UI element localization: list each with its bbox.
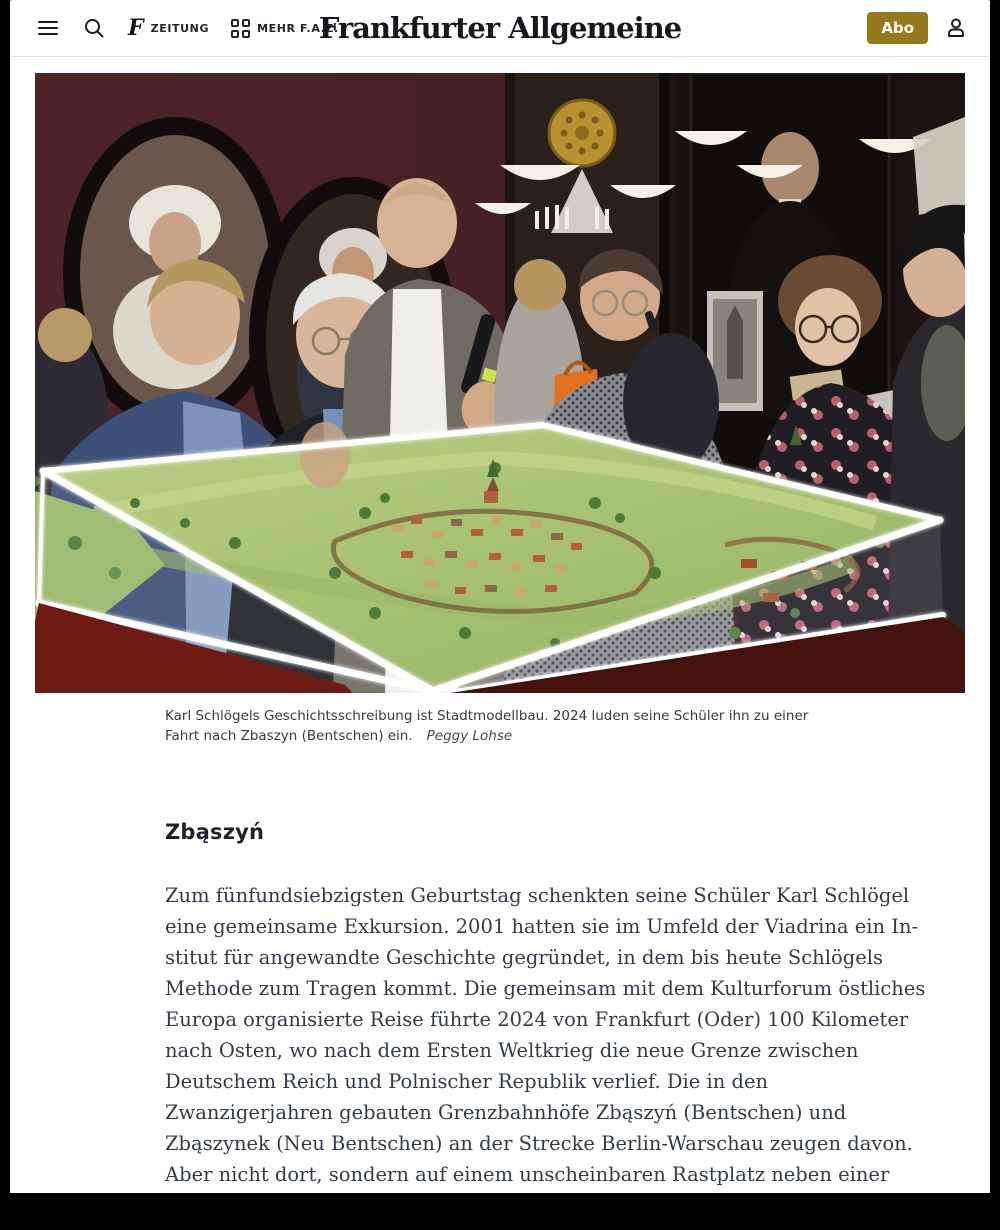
article-photo	[35, 73, 965, 693]
search-button[interactable]	[82, 16, 106, 40]
header-left-nav	[36, 0, 339, 56]
header-right	[867, 0, 968, 56]
site-header	[10, 0, 990, 57]
menu-button[interactable]	[36, 16, 60, 40]
account-button[interactable]	[944, 16, 968, 40]
body-text-line: Zbąszynek (Neu Bentschen) an der Strecke Berlin-Warschau zeugen davon.	[165, 1132, 913, 1155]
body-text-line: Aber nicht dort, sondern auf einem unscheinbaren Rastplatz neben einer	[165, 1163, 890, 1186]
body-text-line: nach Osten, wo nach dem Ersten Weltkrieg die neue Grenze zwischen	[165, 1039, 859, 1062]
masthead-logo-text[interactable]: Frankfurter Allgemeine	[318, 11, 682, 45]
caption-text: Karl Schlögels Geschichtsschreibung ist Stadtmodellbau. 2024 luden seine Schüler ihn zu einer Fahrt nach Zbaszyn (Bentschen) ein.	[165, 708, 809, 744]
section-heading: Zbąszyń	[165, 820, 265, 844]
user-icon	[944, 16, 968, 40]
faz-f-icon: F	[128, 15, 144, 41]
abo-button[interactable]: Abo	[867, 12, 928, 44]
body-text-line: Zwanzigerjahren gebauten Grenzbahnhöfe Zbąszyń (Bentschen) und	[165, 1101, 847, 1124]
photo-credit: Peggy Lohse	[426, 728, 513, 744]
nav-mehr-faz[interactable]	[231, 19, 339, 38]
nav-zeitung-label: ZEITUNG	[150, 21, 210, 35]
nav-zeitung[interactable]	[128, 17, 209, 39]
nav-mehr-faz-label: MEHR F.A.Z.	[257, 21, 339, 35]
hamburger-icon	[38, 21, 58, 35]
article-body	[165, 820, 926, 1190]
apps-grid-icon	[231, 19, 250, 38]
article-paragraph	[165, 880, 926, 1190]
search-icon	[83, 17, 105, 39]
page	[10, 0, 990, 1193]
body-text-line: Methode zum Tragen kommt. Die gemeinsam mit dem Kulturforum östliches	[165, 977, 926, 1000]
body-text-line: eine gemeinsame Exkursion. 2001 hatten sie im Umfeld der Viadrina ein In-	[165, 915, 919, 938]
body-text-line: stitut für angewandte Geschichte gegründet, in dem bis heute Schlögels	[165, 946, 883, 969]
body-text-line: Europa organisierte Reise führte 2024 von Frankfurt (Oder) 100 Kilometer	[165, 1008, 909, 1031]
body-text-line: Deutschem Reich und Polnischer Republik verlief. Die in den	[165, 1070, 769, 1093]
museum-scene-illustration	[35, 73, 965, 693]
body-text-line: Zum fünfundsiebzigsten Geburtstag schenkten seine Schüler Karl Schlögel	[165, 884, 910, 907]
photo-caption	[165, 706, 837, 746]
